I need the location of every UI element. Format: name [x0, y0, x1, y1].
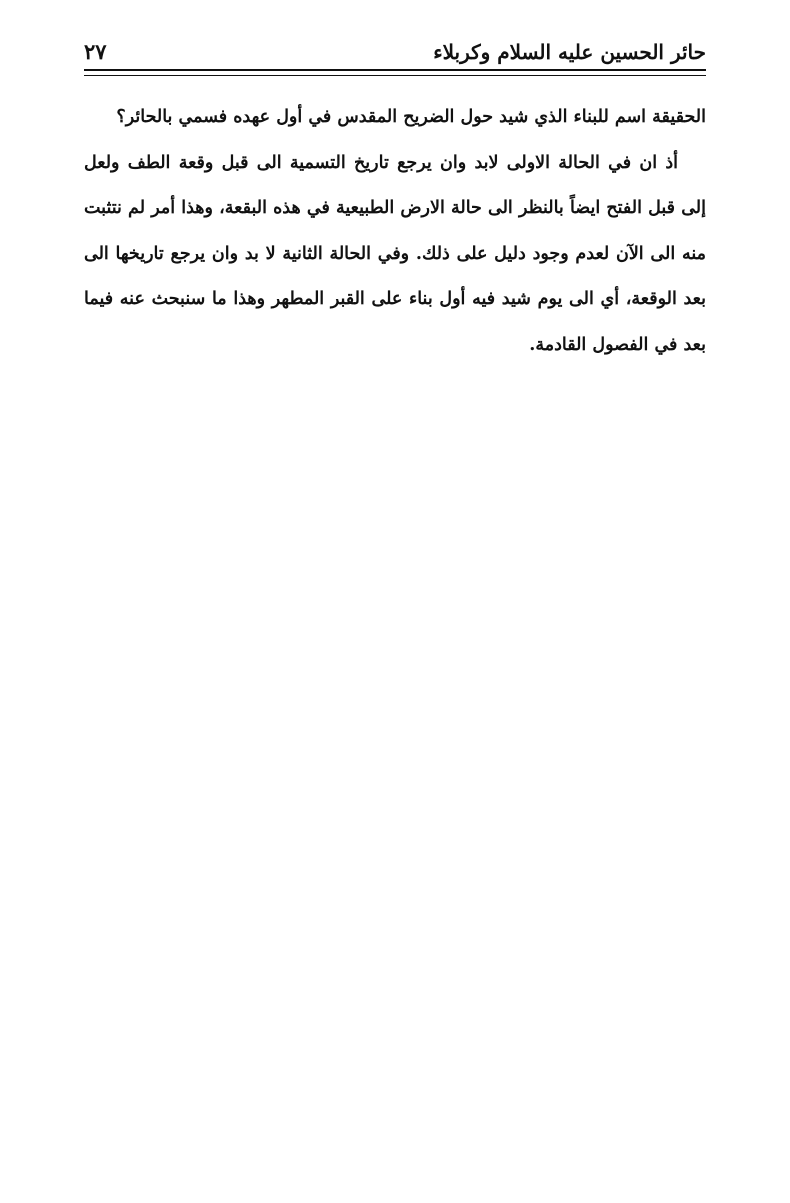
page-number: ٢٧: [84, 39, 107, 64]
header-rule-thick: [84, 69, 706, 71]
running-header: [84, 22, 706, 62]
running-title: حائر الحسين عليه السلام وكربلاء: [433, 40, 706, 64]
paragraph-2: أذ ان في الحالة الاولى لابد وان يرجع تاريخ التسمية الى قبل وقعة الطف ولعل إلى قبل الفتح ايضاً بالنظر الى حالة الارض الطبيعية في هذه البقعة، وهذا أمر لم نتثبت منه الى الآن لعدم وجود دليل على ذلك. وفي الحالة الثانية لا بد وان يرجع تاريخها الى بعد الوقعة، أي الى يوم شيد فيه أول بناء على القبر المطهر وهذا ما سنبحث عنه فيما بعد في الفصول القادمة.: [84, 152, 706, 355]
header-rule-thin: [84, 75, 706, 76]
body-text: [84, 95, 706, 368]
paragraph-1: الحقيقة اسم للبناء الذي شيد حول الضريح المقدس في أول عهده فسمي بالحائر؟: [116, 107, 706, 127]
